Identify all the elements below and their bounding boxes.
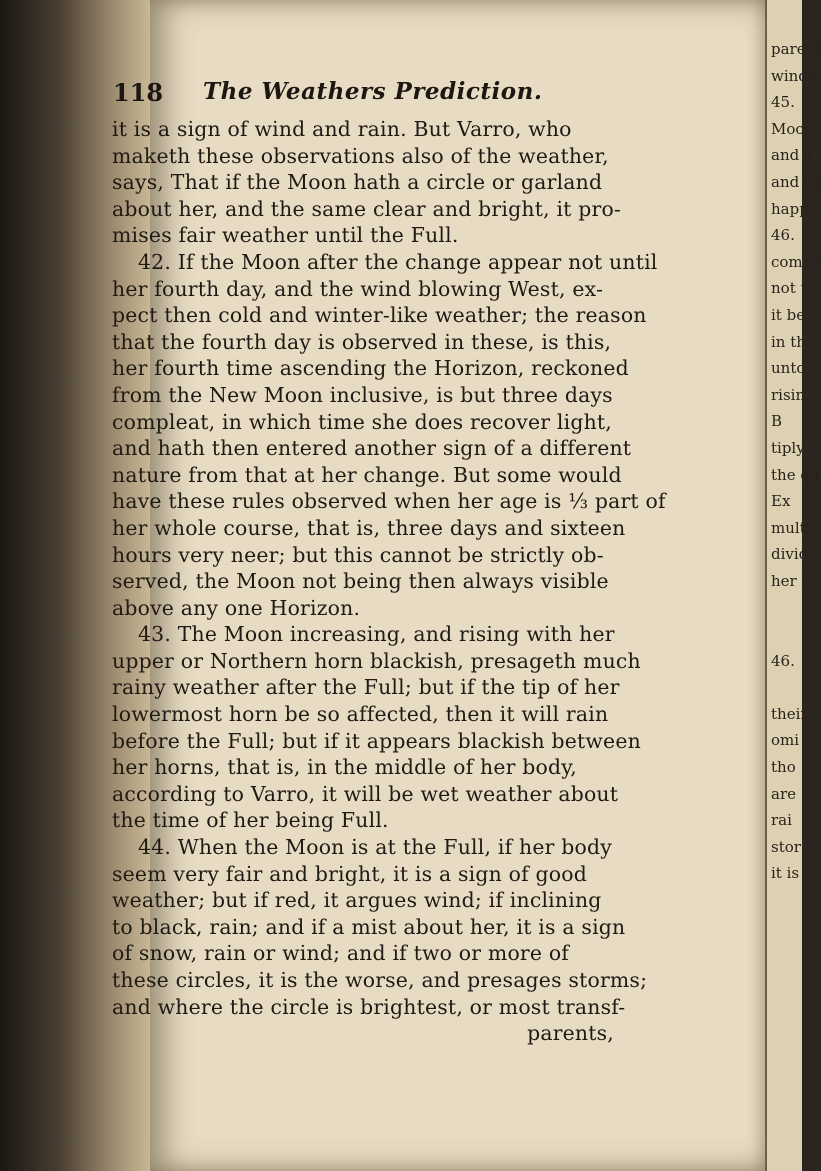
text-line: lowermost horn be so affected, then it will rain bbox=[112, 702, 609, 727]
adjacent-fragment: multi bbox=[771, 518, 811, 537]
text-line: mises fair weather until the Full. bbox=[112, 223, 459, 248]
text-line: from the New Moon inclusive, is but three days bbox=[112, 382, 613, 407]
adjacent-fragment: tiply bbox=[771, 438, 805, 457]
adjacent-fragment: tho bbox=[771, 758, 796, 777]
adjacent-fragment: unto bbox=[771, 359, 806, 378]
text-line: her horns, that is, in the middle of her body, bbox=[112, 755, 577, 780]
text-line: nature from that at her change. But some would bbox=[112, 462, 622, 487]
adjacent-fragment: it is bbox=[771, 864, 800, 883]
text-line: says, That if the Moon hath a circle or garland bbox=[112, 170, 603, 195]
text-line: have these rules observed when her age is ⅓ part of bbox=[112, 489, 666, 514]
adjacent-fragment bbox=[767, 594, 802, 621]
text-line: before the Full; but if it appears blackish between bbox=[112, 728, 641, 753]
text-line: 43. The Moon increasing, and rising with her bbox=[138, 622, 615, 647]
running-title: The Weathers Prediction. bbox=[203, 78, 543, 105]
text-line: and where the circle is brightest, or most transf- bbox=[112, 994, 626, 1019]
catchword: parents, bbox=[527, 1021, 614, 1046]
text-line: served, the Moon not being then always visible bbox=[112, 569, 609, 594]
text-line: seem very fair and bright, it is a sign of good bbox=[112, 861, 588, 886]
adjacent-fragment: divid bbox=[771, 545, 809, 564]
adjacent-fragment: 45. bbox=[771, 93, 795, 112]
text-line: maketh these observations also of the weather, bbox=[112, 143, 609, 168]
page-number: 118 bbox=[113, 78, 164, 107]
text-line: her fourth time ascending the Horizon, reckoned bbox=[112, 356, 629, 381]
adjacent-fragment: their bbox=[771, 704, 808, 723]
adjacent-fragment bbox=[767, 621, 802, 648]
adjacent-fragment: not th bbox=[771, 279, 817, 298]
text-line: upper or Northern horn blackish, presageth much bbox=[112, 648, 641, 673]
text-line: according to Varro, it will be wet weather about bbox=[112, 781, 619, 806]
text-line: above any one Horizon. bbox=[112, 595, 361, 620]
text-line: 42. If the Moon after the change appear not until bbox=[138, 249, 658, 274]
text-line: rainy weather after the Full; but if the tip of her bbox=[112, 675, 620, 700]
text-line: weather; but if red, it argues wind; if inclining bbox=[112, 888, 602, 913]
text-line: compleat, in which time she does recover light, bbox=[112, 409, 612, 434]
adjacent-fragment: her b bbox=[771, 571, 812, 590]
adjacent-fragment: and a bbox=[771, 146, 813, 165]
adjacent-fragment: Ex bbox=[771, 492, 791, 511]
adjacent-fragment: happe bbox=[771, 199, 818, 218]
adjacent-fragment: 46. bbox=[771, 226, 795, 245]
text-line: pect then cold and winter-like weather; the reason bbox=[112, 303, 647, 328]
adjacent-fragment: 46. bbox=[771, 651, 795, 670]
adjacent-fragment: Moon bbox=[771, 119, 815, 138]
adjacent-fragment: are bbox=[771, 784, 796, 803]
adjacent-fragment: omi bbox=[771, 731, 800, 750]
text-line: that the fourth day is observed in these, is this, bbox=[112, 329, 612, 354]
adjacent-fragment: risin bbox=[771, 385, 806, 404]
text-line: to black, rain; and if a mist about her, it is a sign bbox=[112, 914, 626, 939]
text-line: about her, and the same clear and bright, it pro- bbox=[112, 196, 622, 221]
body-text bbox=[112, 116, 666, 1047]
adjacent-page-edge bbox=[765, 0, 821, 1171]
text-line: hours very neer; but this cannot be strictly ob- bbox=[112, 542, 604, 567]
text-line: these circles, it is the worse, and presages storms; bbox=[112, 968, 648, 992]
adjacent-fragment: B bbox=[771, 412, 783, 431]
adjacent-fragment: stor bbox=[771, 837, 801, 856]
adjacent-fragment: the qu bbox=[771, 465, 820, 484]
adjacent-fragment: comes bbox=[771, 252, 820, 271]
adjacent-fragment: winds bbox=[771, 66, 816, 85]
adjacent-fragment: rai bbox=[771, 811, 792, 830]
text-line: and hath then entered another sign of a different bbox=[112, 436, 632, 461]
page-header bbox=[113, 78, 633, 112]
adjacent-fragment: parent bbox=[771, 40, 821, 58]
adjacent-fragment bbox=[767, 674, 802, 701]
text-line: her whole course, that is, three days and sixteen bbox=[112, 515, 626, 540]
adjacent-fragment: in th bbox=[771, 332, 806, 351]
text-line: it is a sign of wind and rain. But Varro, who bbox=[112, 117, 572, 141]
text-line: her fourth day, and the wind blowing West, ex- bbox=[112, 276, 604, 301]
text-line: 44. When the Moon is at the Full, if her body bbox=[138, 835, 612, 860]
adjacent-fragment: it be bbox=[771, 305, 806, 324]
text-line: the time of her being Full. bbox=[112, 808, 389, 833]
adjacent-fragment: and th bbox=[771, 172, 820, 191]
text-line: of snow, rain or wind; and if two or more of bbox=[112, 941, 570, 966]
